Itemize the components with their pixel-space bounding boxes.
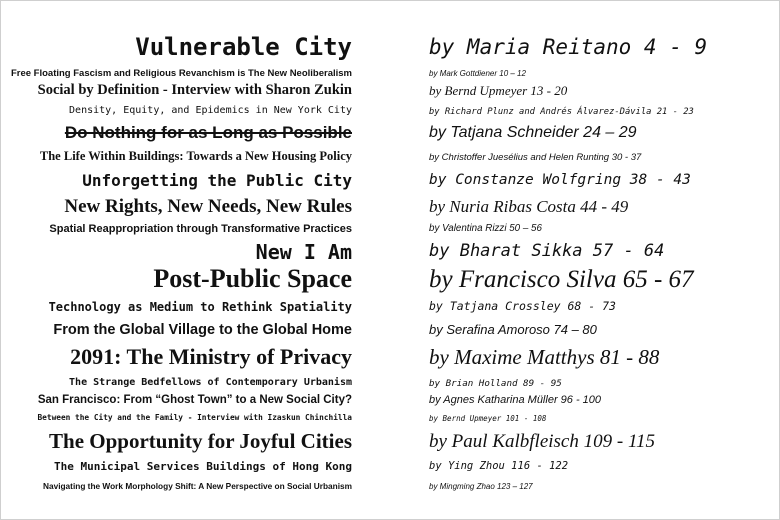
title-post-public-space: Post-Public Space [153,264,352,293]
author-bharat-sikka: by Bharat Sikka 57 - 64 [429,241,665,261]
author-constanze-wolfgring: by Constanze Wolfgring 38 - 43 [429,172,691,188]
author-bernd-upmeyer-2: by Bernd Upmeyer 101 - 108 [429,414,547,423]
author-francisco-silva: by Francisco Silva 65 - 67 [429,266,694,293]
title-vulnerable-city: Vulnerable City [135,33,352,61]
title-density-equity: Density, Equity, and Epidemics in New York City [69,105,352,116]
title-free-floating-fascism: Free Floating Fascism and Religious Revanchism is The New Neoliberalism [10,68,352,79]
author-brian-holland: by Brian Holland 89 - 95 [429,378,562,389]
title-life-within-buildings: The Life Within Buildings: Towards a New Housing Policy [39,149,352,163]
title-opportunity-joyful-cities: The Opportunity for Joyful Cities [49,429,352,453]
title-social-by-definition: Social by Definition - Interview with Sharon Zukin [37,82,352,98]
title-san-francisco: San Francisco: From “Ghost Town” to a New Social City? [37,394,352,406]
title-global-village: From the Global Village to the Global Home [53,322,352,338]
title-do-nothing: Do Nothing for as Long as Possible [64,123,352,142]
title-work-morphology-shift: Navigating the Work Morphology Shift: A New Perspective on Social Urbanism [42,481,352,491]
author-tatjana-schneider: by Tatjana Schneider 24 – 29 [429,124,637,141]
title-spatial-reappropriation: Spatial Reappropriation through Transformative Practices [49,223,352,235]
author-maria-reitano: by Maria Reitano 4 - 9 [429,35,708,59]
author-bernd-upmeyer-1: by Bernd Upmeyer 13 - 20 [429,83,568,98]
author-tatjana-crossley: by Tatjana Crossley 68 - 73 [429,299,616,313]
author-ying-zhou: by Ying Zhou 116 - 122 [429,460,569,472]
title-ministry-of-privacy: 2091: The Ministry of Privacy [70,344,352,369]
title-strange-bedfellows: The Strange Bedfellows of Contemporary Urbanism [69,377,352,388]
author-mingming-zhao: by Mingming Zhao 123 – 127 [429,482,533,491]
title-municipal-services-hong-kong: The Municipal Services Buildings of Hong Kong [53,460,352,473]
author-plunz-alvarez-davila: by Richard Plunz and Andrés Álvarez-Dávila 21 - 23 [429,107,694,117]
author-paul-kalbfleisch: by Paul Kalbfleisch 109 - 115 [429,431,656,452]
title-unforgetting-public-city: Unforgetting the Public City [82,171,352,190]
author-maxime-matthys: by Maxime Matthys 81 - 88 [429,345,660,369]
title-new-rights-needs-rules: New Rights, New Needs, New Rules [64,196,352,217]
author-nuria-ribas-costa: by Nuria Ribas Costa 44 - 49 [429,197,629,216]
author-serafina-amoroso: by Serafina Amoroso 74 – 80 [429,322,597,337]
author-mark-gottdiener: by Mark Gottdiener 10 – 12 [429,69,526,78]
title-between-city-and-family: Between the City and the Family - Interview with Izaskun Chinchilla [37,413,352,422]
title-new-i-am: New I Am [255,240,352,264]
title-technology-medium: Technology as Medium to Rethink Spatiality [48,300,352,314]
author-agnes-katharina-muller: by Agnes Katharina Müller 96 - 100 [429,394,602,406]
author-valentina-rizzi: by Valentina Rizzi 50 – 56 [429,223,542,234]
author-jueselius-runting: by Christoffer Juesélius and Helen Runting 30 - 37 [429,152,642,163]
